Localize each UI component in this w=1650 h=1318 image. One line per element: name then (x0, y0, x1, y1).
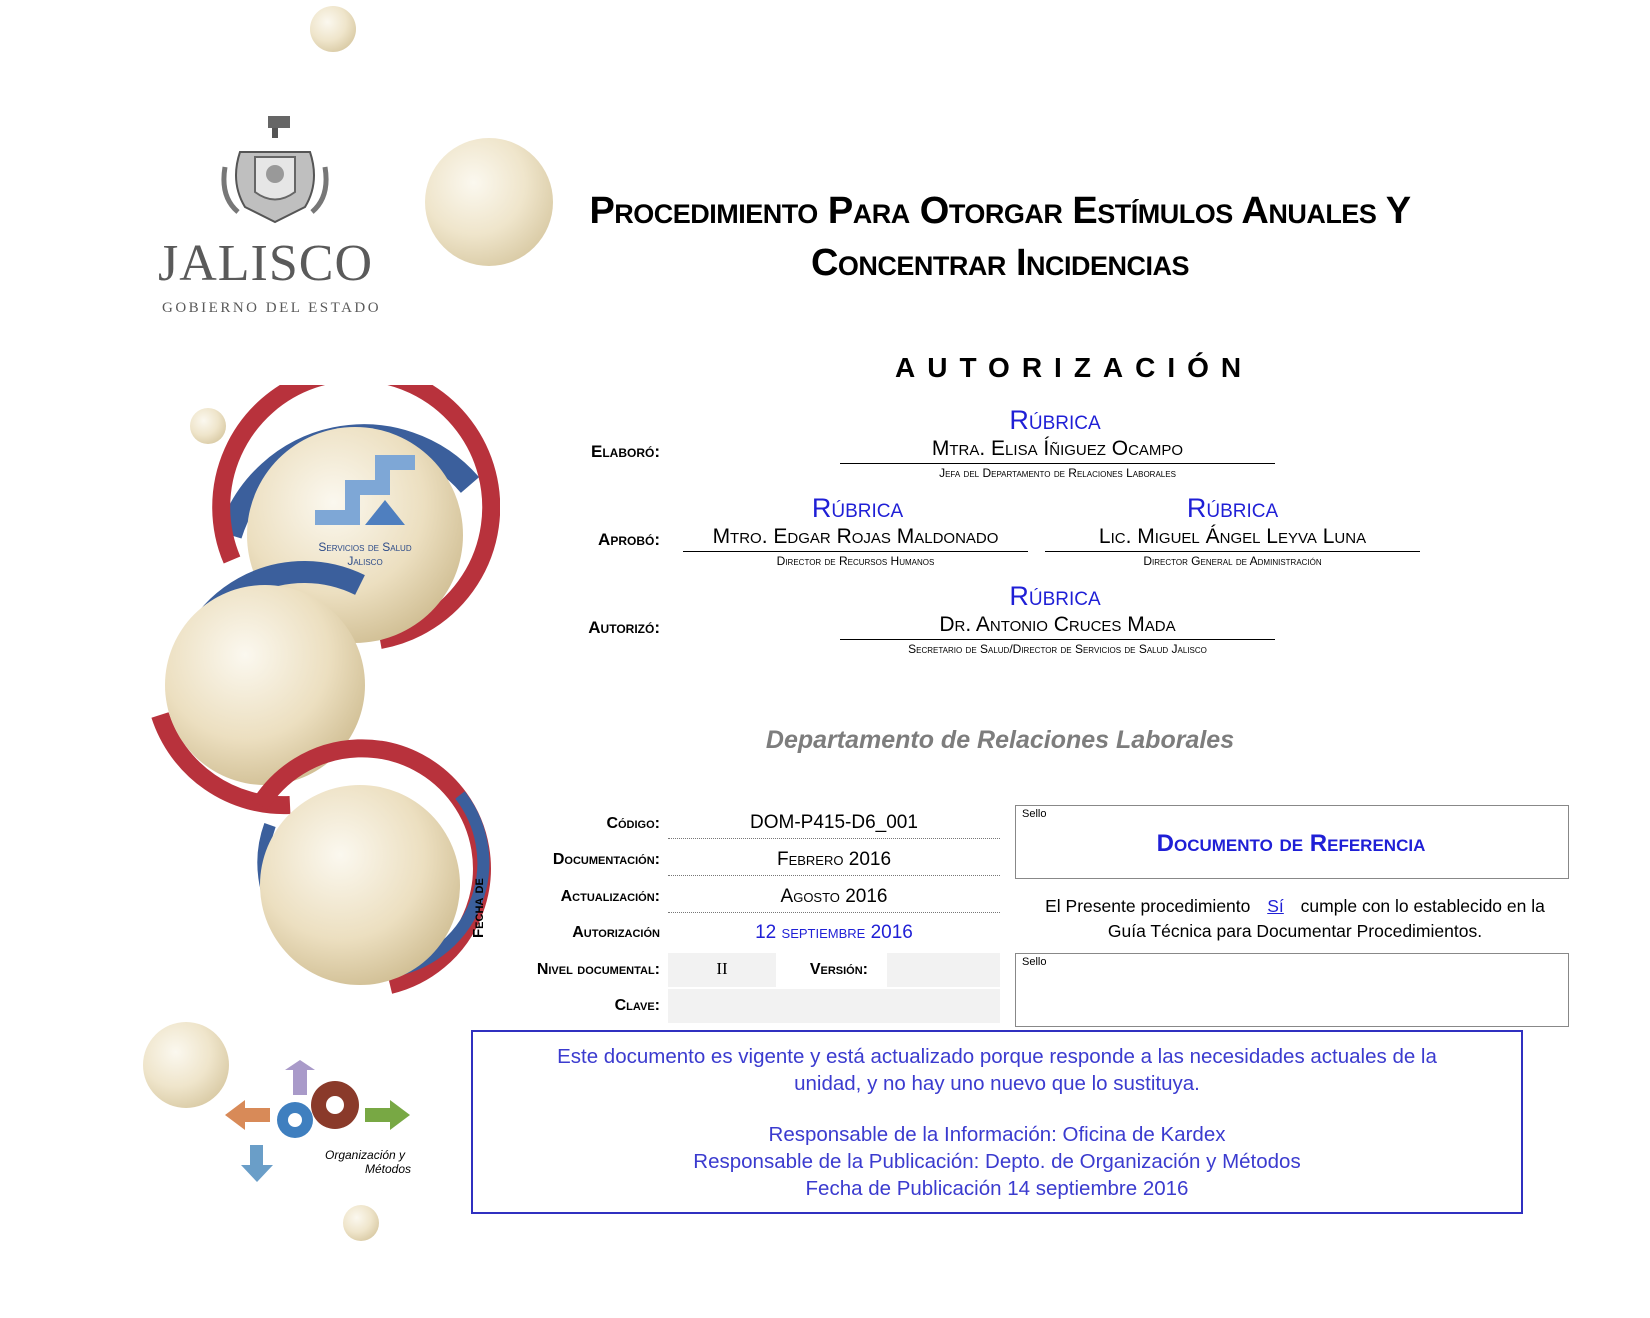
documentacion-value: Febrero 2016 (668, 845, 1000, 876)
compliance-prefix: El Presente procedimiento (1045, 896, 1251, 916)
doc-type: Documento de Referencia (1156, 830, 1426, 857)
documentacion-label: Documentación: (552, 851, 660, 868)
jalisco-logo (150, 112, 390, 322)
version-label: Versión: (809, 961, 868, 978)
aprobo-rubrica-2: Rúbrica (1186, 493, 1279, 523)
responsable-publicacion: Responsable de la Publicación: Depto. de Organización y Métodos (693, 1150, 1301, 1173)
compliance-text (1015, 894, 1575, 944)
compliance-line2: Guía Técnica para Documentar Procedimientos. (1107, 921, 1483, 941)
fecha-de-label: Fecha de (470, 878, 487, 938)
decor-bubble (343, 1205, 379, 1241)
version-box (887, 953, 1000, 987)
aprobo-role-1: Director de Recursos Humanos (776, 554, 935, 568)
jalisco-subtitle: GOBIERNO DEL ESTADO (162, 300, 382, 316)
compliance-line1 (1015, 894, 1575, 919)
compliance-answer: Sí (1267, 896, 1284, 916)
aprobo-rubrica-1: Rúbrica (811, 493, 904, 523)
decor-bubble (143, 1022, 229, 1108)
sello-box-bottom (1015, 953, 1569, 1027)
clave-box (668, 989, 1000, 1023)
ssj-line1: Servicios de Salud (318, 540, 412, 554)
title-line2: Concentrar Incidencias (810, 242, 1190, 284)
document-title (460, 185, 1540, 289)
elaboro-role: Jefa del Departamento de Relaciones Laborales (939, 466, 1176, 480)
autorizo-label: Autorizó: (588, 618, 660, 637)
validity-line1: Este documento es vigente y está actualizado porque responde a las necesidades actuales de la (557, 1045, 1437, 1068)
validity-text (473, 1043, 1521, 1202)
aprobo-role-2: Director General de Administración (1143, 554, 1322, 568)
om-line2: Métodos (365, 1162, 412, 1176)
ssj-line2: Jalisco (347, 554, 383, 568)
om-line1: Organización y (325, 1148, 406, 1162)
compliance-suffix: cumple con lo establecido en la (1300, 896, 1545, 916)
fecha-publicacion: Fecha de Publicación 14 septiembre 2016 (805, 1177, 1189, 1200)
spacer (473, 1097, 1521, 1121)
jalisco-wordmark: JALISCO (158, 235, 374, 292)
elaboro-name: Mtra. Elisa Íñiguez Ocampo (840, 437, 1275, 464)
actualizacion-value: Agosto 2016 (668, 882, 1000, 913)
coat-of-arms-icon (220, 112, 330, 232)
nivel-value: II (716, 959, 728, 978)
actualizacion-label: Actualización: (560, 888, 660, 905)
aprobo-name-1: Mtro. Edgar Rojas Maldonado (683, 525, 1028, 552)
elaboro-label: Elaboró: (591, 442, 660, 461)
aprobo-name-2: Lic. Miguel Ángel Leyva Luna (1045, 525, 1420, 552)
sello-label-2: Sello (1022, 956, 1047, 968)
codigo-value: DOM-P415-D6_001 (668, 808, 1000, 839)
responsable-info: Responsable de la Información: Oficina de Kardex (768, 1123, 1226, 1146)
title-line1: Procedimiento Para Otorgar Estímulos Anuales Y (589, 190, 1411, 232)
aprobo-label: Aprobó: (598, 530, 660, 549)
department-name: Departamento de Relaciones Laborales (765, 726, 1235, 754)
decor-bubble (310, 6, 356, 52)
autorizo-role: Secretario de Salud/Director de Servicios de Salud Jalisco (908, 642, 1207, 656)
om-logo (225, 1060, 435, 1190)
autorizacion-label: Autorización (572, 924, 660, 941)
codigo-label: Código: (606, 815, 660, 832)
sello-label-1: Sello (1022, 808, 1047, 820)
autorizo-name: Dr. Antonio Cruces Mada (840, 613, 1275, 640)
authorization-heading: AUTORIZACIÓN (895, 352, 1254, 383)
ssj-emblem-icon (305, 450, 425, 535)
autorizo-rubrica: Rúbrica (1009, 581, 1101, 611)
autorizacion-value: 12 septiembre 2016 (755, 922, 913, 943)
clave-label: Clave: (614, 997, 660, 1014)
elaboro-rubrica: Rúbrica (1009, 405, 1101, 435)
validity-line2: unidad, y no hay uno nuevo que lo sustituya. (794, 1072, 1200, 1095)
nivel-label: Nivel documental: (536, 961, 660, 978)
ssj-logo (290, 450, 440, 580)
validity-box (471, 1030, 1523, 1214)
